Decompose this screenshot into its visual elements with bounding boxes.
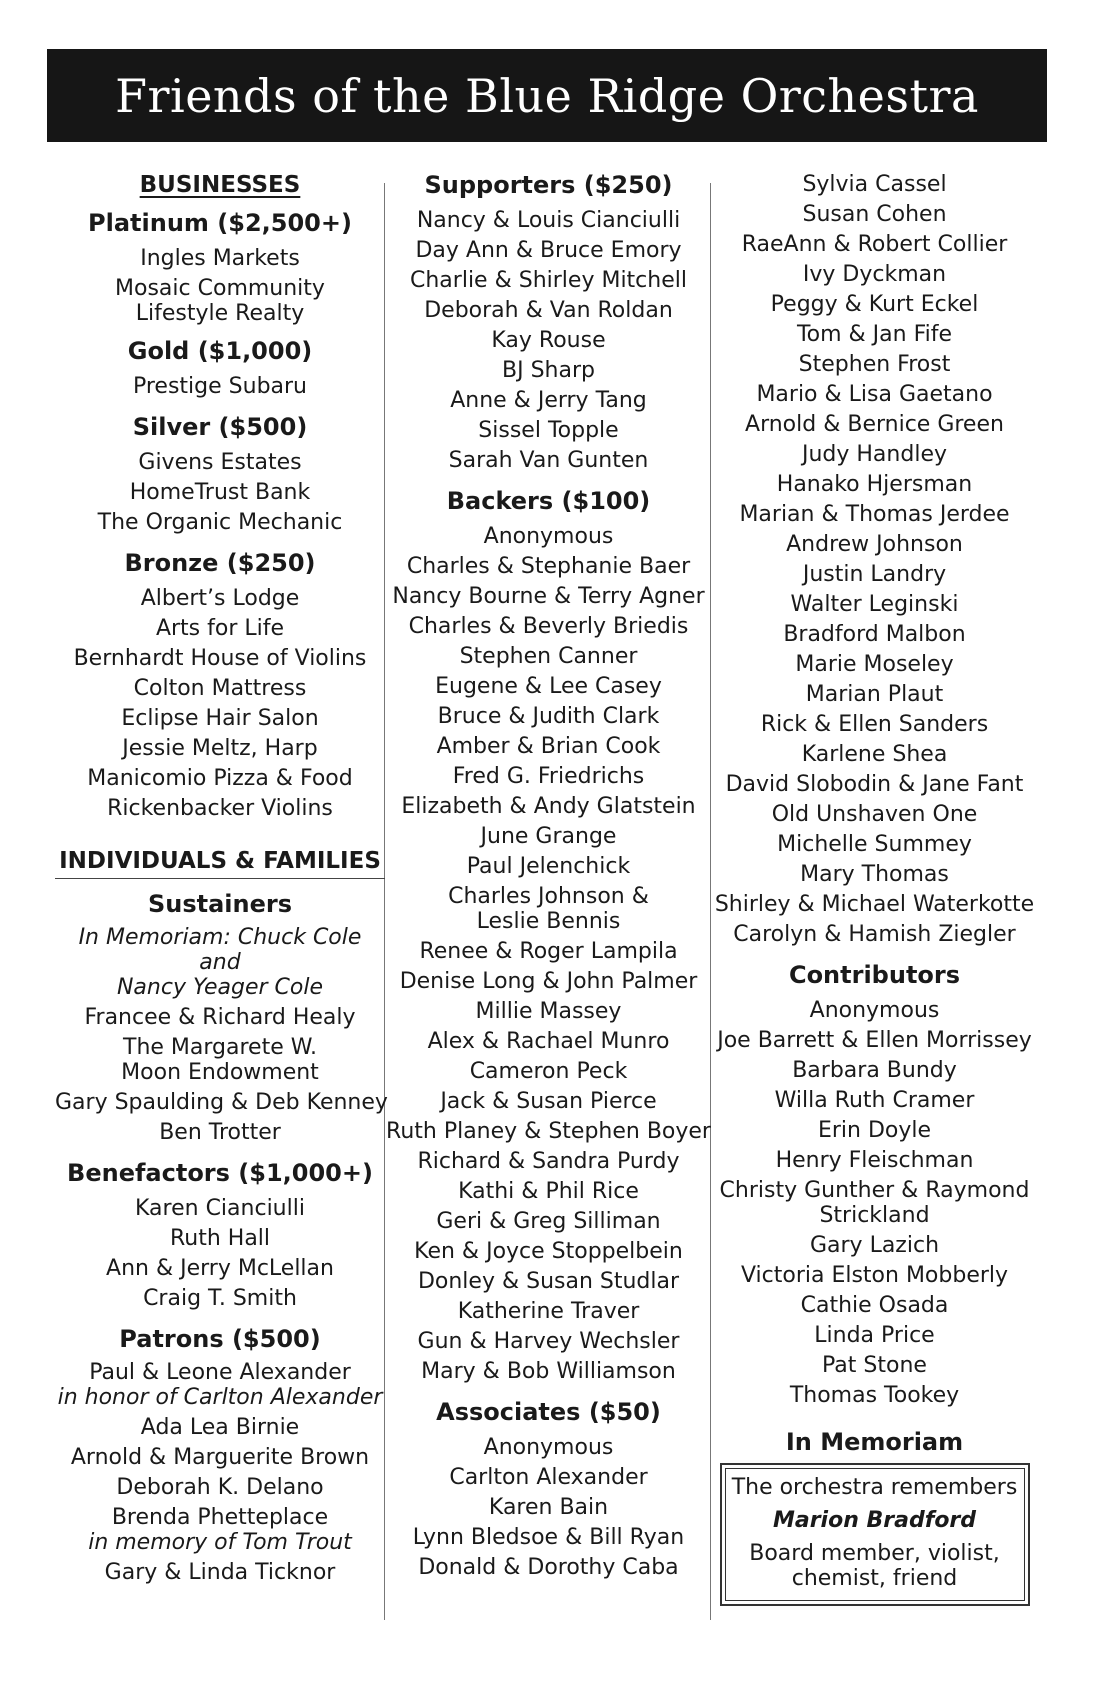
memoriam-box (720, 1463, 1030, 1606)
donor-name: Marian Plaut (805, 682, 944, 707)
donor-name: Cathie Osada (800, 1293, 949, 1318)
gold-heading: Gold ($1,000) (127, 337, 313, 365)
donor-name: Bernhardt House of Violins (73, 646, 367, 671)
bronze-heading: Bronze ($250) (124, 549, 316, 577)
donor-name: Anonymous (809, 998, 940, 1023)
donor-name: Craig T. Smith (143, 1286, 297, 1311)
donor-name: Millie Massey (475, 999, 622, 1024)
donor-name: Prestige Subaru (132, 374, 307, 399)
donor-name: Renee & Roger Lampila (419, 939, 678, 964)
donor-name: Andrew Johnson (786, 532, 963, 557)
memoriam-box-inner (725, 1468, 1025, 1601)
in-memoriam-heading: In Memoriam (785, 1428, 964, 1456)
individuals-heading: INDIVIDUALS & FAMILIES (55, 846, 385, 879)
donor-name: Givens Estates (138, 450, 302, 475)
donor-name: Tom & Jan Fife (796, 322, 953, 347)
donor-name: Donley & Susan Studlar (417, 1269, 680, 1294)
donor-name: Colton Mattress (133, 676, 307, 701)
sustainers-heading: Sustainers (147, 890, 293, 918)
donor-name: Anne & Jerry Tang (450, 388, 647, 413)
memoriam-description: Board member, violist, chemist, friend (749, 1541, 1000, 1591)
donor-name: Erin Doyle (817, 1118, 932, 1143)
donor-name: Charles & Beverly Briedis (408, 614, 689, 639)
donor-name: Geri & Greg Silliman (436, 1209, 661, 1234)
donor-name: Gary Spaulding & Deb Kenney (55, 1090, 388, 1115)
donor-name: Marian & Thomas Jerdee (739, 502, 1010, 527)
donor-name: Ingles Markets (140, 246, 300, 271)
donor-name: Linda Price (814, 1323, 935, 1348)
donor-name: Karen Bain (488, 1495, 609, 1520)
donor-name: Rick & Ellen Sanders (760, 712, 989, 737)
donor-name: Karen Cianciulli (135, 1196, 305, 1221)
donor-name: Victoria Elston Mobberly (740, 1263, 1009, 1288)
donor-name: Charles & Stephanie Baer (406, 554, 691, 579)
donor-name: David Slobodin & Jane Fant (725, 772, 1024, 797)
donor-name: Paul & Leone Alexander in honor of Carlton Alexander (57, 1360, 383, 1410)
donor-name: Deborah K. Delano (116, 1475, 324, 1500)
donor-name: Nancy Bourne & Terry Agner (392, 584, 705, 609)
donor-name: Richard & Sandra Purdy (417, 1149, 680, 1174)
donor-name: Thomas Tookey (789, 1383, 960, 1408)
donor-name: Anonymous (483, 1435, 614, 1460)
donor-name: Sarah Van Gunten (448, 448, 649, 473)
donor-name: BJ Sharp (502, 358, 595, 383)
donor-name: Gary Lazich (809, 1233, 940, 1258)
donor-name: Mario & Lisa Gaetano (756, 382, 993, 407)
donor-name: Michelle Summey (777, 832, 972, 857)
donor-name: Gun & Harvey Wechsler (417, 1329, 680, 1354)
column-2 (386, 170, 711, 1583)
memoriam-note: In Memoriam: Chuck Cole and Nancy Yeager Cole (78, 925, 362, 1000)
donor-name: HomeTrust Bank (129, 480, 311, 505)
donor-name: Bruce & Judith Clark (437, 704, 660, 729)
column-1 (55, 170, 388, 1588)
businesses-heading: BUSINESSES (139, 172, 301, 198)
donor-name: Ann & Jerry McLellan (106, 1256, 334, 1281)
donor-name: Kathi & Phil Rice (458, 1179, 639, 1204)
donor-name: Old Unshaven One (771, 802, 978, 827)
donor-name: Nancy & Louis Cianciulli (416, 208, 681, 233)
donor-name: Shirley & Michael Waterkotte (714, 892, 1035, 917)
donor-name: Ben Trotter (159, 1120, 281, 1145)
donor-name: Walter Leginski (790, 592, 959, 617)
donor-name: Ivy Dyckman (802, 262, 947, 287)
donor-name: Paul Jelenchick (466, 854, 631, 879)
donor-name: June Grange (480, 824, 617, 849)
donor-name: Carolyn & Hamish Ziegler (733, 922, 1016, 947)
page-title: Friends of the Blue Ridge Orchestra (115, 68, 979, 123)
donor-name: Lynn Bledsoe & Bill Ryan (412, 1525, 685, 1550)
supporters-heading: Supporters ($250) (424, 171, 673, 199)
donor-name: Anonymous (483, 524, 614, 549)
donor-name: Ruth Hall (169, 1226, 271, 1251)
donor-name: Arnold & Bernice Green (745, 412, 1004, 437)
donor-name: Hanako Hjersman (776, 472, 973, 497)
donor-name: Amber & Brian Cook (436, 734, 661, 759)
donor-name: Francee & Richard Healy (84, 1005, 356, 1030)
donor-name: Jack & Susan Pierce (440, 1089, 657, 1114)
donor-name: Elizabeth & Andy Glatstein (401, 794, 696, 819)
donor-name: Charles Johnson & Leslie Bennis (448, 884, 649, 934)
donor-name: Mary & Bob Williamson (421, 1359, 676, 1384)
donor-name: Pat Stone (822, 1353, 927, 1378)
donor-name: RaeAnn & Robert Collier (741, 232, 1008, 257)
donor-name: Christy Gunther & Raymond Strickland (719, 1178, 1030, 1228)
silver-heading: Silver ($500) (132, 413, 308, 441)
donor-name: Kay Rouse (491, 328, 606, 353)
donor-name: Deborah & Van Roldan (424, 298, 673, 323)
donor-name: Justin Landry (802, 562, 947, 587)
donor-name: The Margarete W. Moon Endowment (121, 1035, 319, 1085)
donor-name: Day Ann & Bruce Emory (415, 238, 682, 263)
donor-name: Henry Fleischman (775, 1148, 974, 1173)
donor-name: Jessie Meltz, Harp (122, 736, 318, 761)
donor-name: Susan Cohen (802, 202, 947, 227)
platinum-heading: Platinum ($2,500+) (88, 209, 352, 237)
column-3 (712, 170, 1037, 1606)
donor-name: The Organic Mechanic (97, 510, 343, 535)
patrons-heading: Patrons ($500) (119, 1325, 321, 1353)
donor-name: Arnold & Marguerite Brown (70, 1445, 370, 1470)
donor-name: Eclipse Hair Salon (121, 706, 319, 731)
donor-name: Albert’s Lodge (140, 586, 300, 611)
donor-name: Sissel Topple (478, 418, 619, 443)
donor-name: Judy Handley (801, 442, 947, 467)
contributors-heading: Contributors (788, 961, 961, 989)
memoriam-intro: The orchestra remembers (731, 1475, 1018, 1500)
donor-name: Carlton Alexander (449, 1465, 648, 1490)
donor-name: Mosaic Community Lifestyle Realty (115, 276, 325, 326)
donor-name: Willa Ruth Cramer (774, 1088, 975, 1113)
donor-name: Denise Long & John Palmer (399, 969, 698, 994)
donor-name: Manicomio Pizza & Food (87, 766, 353, 791)
donor-name: Gary & Linda Ticknor (104, 1560, 336, 1585)
donor-name: Brenda Phetteplace in memory of Tom Trout (88, 1505, 352, 1555)
donor-name: Rickenbacker Violins (107, 796, 333, 821)
donor-name: Cameron Peck (469, 1059, 628, 1084)
donor-name: Ada Lea Birnie (140, 1415, 300, 1440)
associates-heading: Associates ($50) (436, 1398, 661, 1426)
backers-heading: Backers ($100) (446, 487, 651, 515)
memoriam-name: Marion Bradford (772, 1508, 977, 1533)
donor-name: Mary Thomas (800, 862, 949, 887)
donor-name: Ruth Planey & Stephen Boyer (386, 1119, 711, 1144)
donor-name: Donald & Dorothy Caba (418, 1555, 679, 1580)
donor-name: Barbara Bundy (792, 1058, 957, 1083)
donor-name: Ken & Joyce Stoppelbein (414, 1239, 683, 1264)
donor-name: Arts for Life (155, 616, 285, 641)
donor-name: Marie Moseley (795, 652, 954, 677)
donor-name: Bradford Malbon (783, 622, 966, 647)
donor-name: Alex & Rachael Munro (427, 1029, 670, 1054)
benefactors-heading: Benefactors ($1,000+) (67, 1159, 373, 1187)
donor-name: Stephen Frost (798, 352, 951, 377)
donor-name: Stephen Canner (459, 644, 638, 669)
donor-name: Peggy & Kurt Eckel (770, 292, 979, 317)
donor-name: Fred G. Friedrichs (452, 764, 645, 789)
donor-name: Joe Barrett & Ellen Morrissey (717, 1028, 1032, 1053)
donor-name: Karlene Shea (801, 742, 948, 767)
donor-name: Eugene & Lee Casey (435, 674, 662, 699)
donor-name: Katherine Traver (457, 1299, 640, 1324)
title-banner (47, 49, 1047, 142)
donor-name: Sylvia Cassel (802, 172, 947, 197)
donor-name: Charlie & Shirley Mitchell (410, 268, 687, 293)
